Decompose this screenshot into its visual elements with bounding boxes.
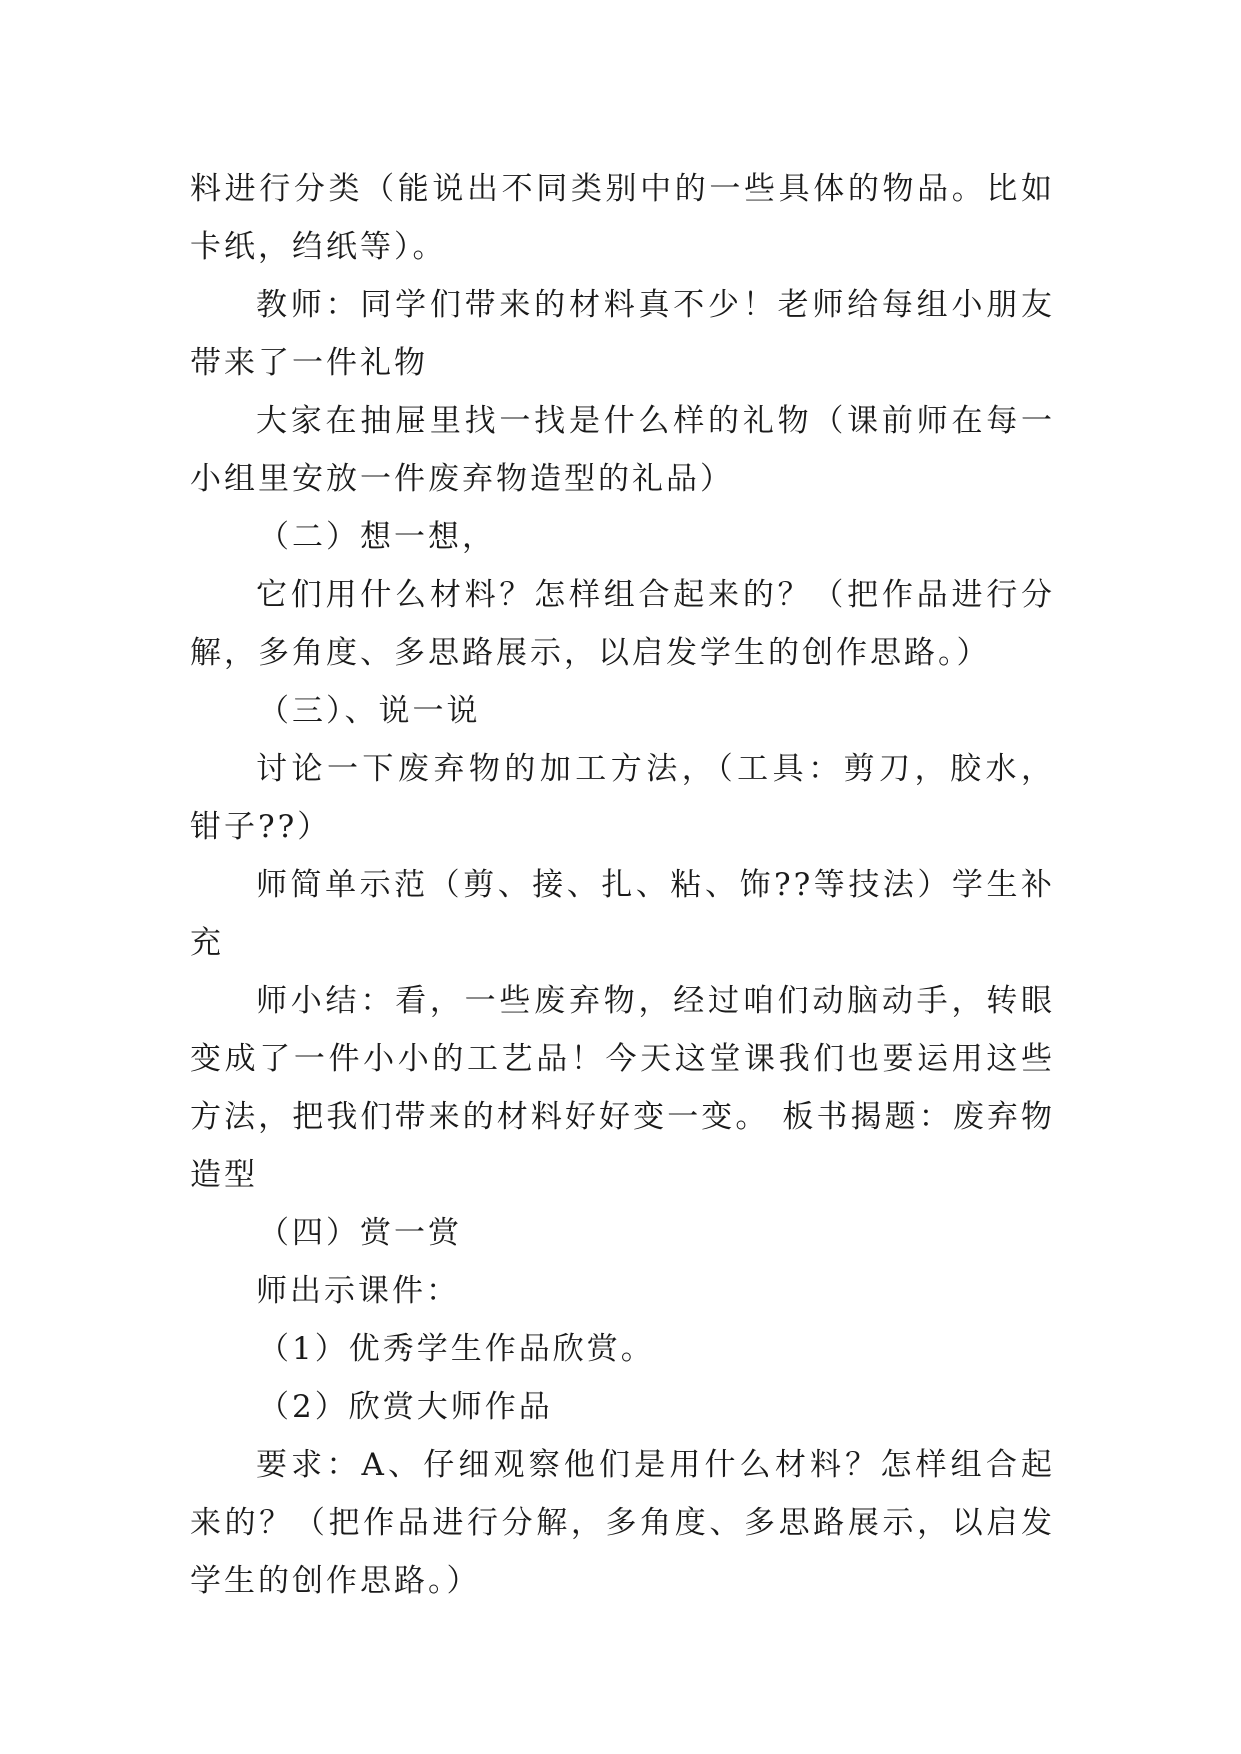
document-body bbox=[190, 160, 1055, 1610]
list-item-student-works: （1）优秀学生作品欣赏。 bbox=[258, 1331, 655, 1367]
section-heading-think: （二）想一想， bbox=[258, 519, 496, 555]
list-item-master-works: （2）欣赏大师作品 bbox=[258, 1389, 553, 1425]
paragraph-teacher-summary: 师小结：看，一些废弃物，经过咱们动脑动手，转眼变成了一件小小的工艺品！今天这堂课我们也要运用这些方法，把我们带来的材料好好变一变。 板书揭题：废弃物造型 bbox=[190, 983, 1055, 1193]
paragraph-teacher-gift: 教师：同学们带来的材料真不少！老师给每组小朋友带来了一件礼物 bbox=[190, 287, 1055, 381]
section-heading-discuss: （三）、说一说 bbox=[258, 693, 481, 729]
paragraph-find-gift: 大家在抽屉里找一找是什么样的礼物（课前师在每一小组里安放一件废弃物造型的礼品） bbox=[190, 403, 1055, 497]
paragraph-teacher-demo: 师简单示范（剪、接、扎、粘、饰??等技法）学生补充 bbox=[190, 867, 1055, 961]
paragraph-courseware: 师出示课件： bbox=[256, 1273, 460, 1309]
paragraph-materials-question: 它们用什么材料？怎样组合起来的？（把作品进行分解，多角度、多思路展示，以启发学生的创作思路。） bbox=[190, 577, 1055, 671]
paragraph-material-classification: 料进行分类（能说出不同类别中的一些具体的物品。比如卡纸，绉纸等）。 bbox=[190, 171, 1055, 265]
paragraph-requirements: 要求：A、仔细观察他们是用什么材料？怎样组合起来的？（把作品进行分解，多角度、多思路展示，以启发学生的创作思路。） bbox=[190, 1447, 1055, 1599]
section-heading-appreciate: （四）赏一赏 bbox=[258, 1215, 462, 1251]
paragraph-processing-methods: 讨论一下废弃物的加工方法，（工具：剪刀，胶水，钳子??） bbox=[190, 751, 1055, 845]
